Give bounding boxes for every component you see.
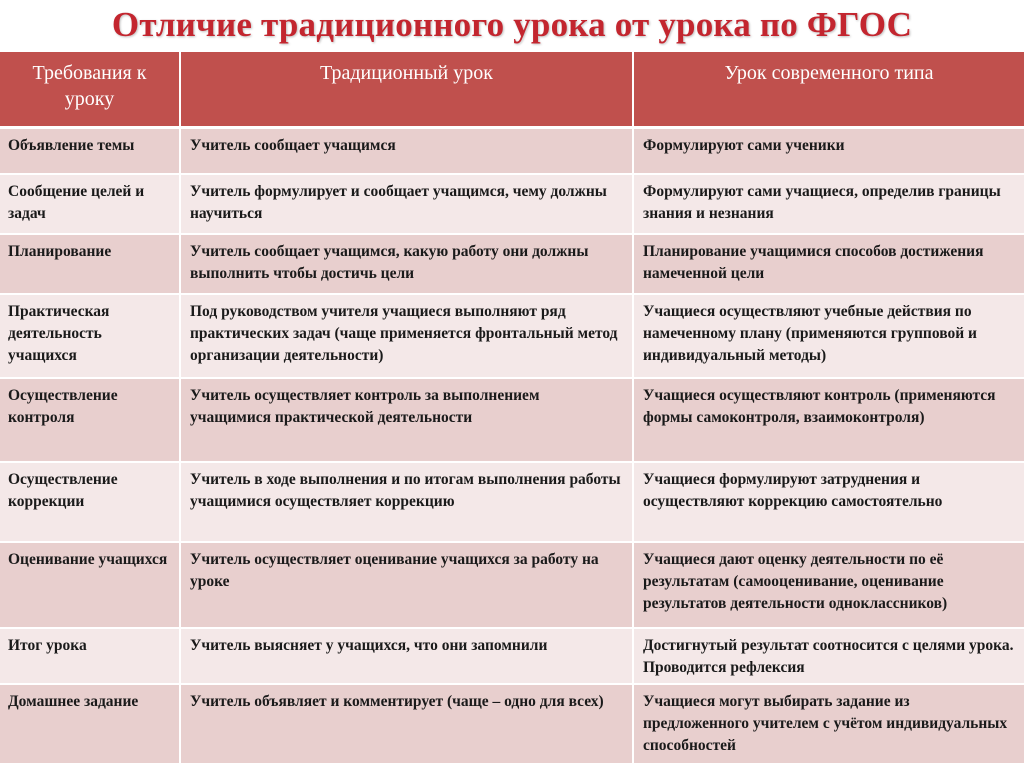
table-header-row xyxy=(0,52,1024,128)
traditional-cell: Учитель сообщает учащимся xyxy=(180,128,633,174)
traditional-cell: Учитель объявляет и комментирует (чаще – одно для всех) xyxy=(180,684,633,764)
table-row xyxy=(0,174,1024,234)
traditional-cell: Под руководством учителя учащиеся выполняют ряд практических задач (чаще применяется фронтальный метод организации деятельности) xyxy=(180,294,633,378)
modern-cell: Планирование учащимися способов достижения намеченной цели xyxy=(633,234,1024,294)
modern-cell: Формулируют сами учащиеся, определив границы знания и незнания xyxy=(633,174,1024,234)
modern-cell: Достигнутый результат соотносится с целями урока. Проводится рефлексия xyxy=(633,628,1024,684)
modern-cell: Учащиеся осуществляют учебные действия по намеченному плану (применяются групповой и индивидуальный методы) xyxy=(633,294,1024,378)
table-row xyxy=(0,234,1024,294)
requirement-cell: Оценивание учащихся xyxy=(0,542,180,628)
requirement-cell: Объявление темы xyxy=(0,128,180,174)
requirement-cell: Практическая деятельность учащихся xyxy=(0,294,180,378)
modern-cell: Учащиеся могут выбирать задание из предложенного учителем с учётом индивидуальных способностей xyxy=(633,684,1024,764)
table-row xyxy=(0,128,1024,174)
modern-cell: Учащиеся дают оценку деятельности по её результатам (самооценивание, оценивание результатов деятельности одноклассников) xyxy=(633,542,1024,628)
traditional-cell: Учитель в ходе выполнения и по итогам выполнения работы учащимися осуществляет коррекцию xyxy=(180,462,633,542)
traditional-cell: Учитель выясняет у учащихся, что они запомнили xyxy=(180,628,633,684)
requirement-cell: Итог урока xyxy=(0,628,180,684)
traditional-cell: Учитель осуществляет оценивание учащихся за работу на уроке xyxy=(180,542,633,628)
traditional-cell: Учитель сообщает учащимся, какую работу они должны выполнить чтобы достичь цели xyxy=(180,234,633,294)
table-row xyxy=(0,378,1024,462)
table-row xyxy=(0,684,1024,764)
requirement-cell: Сообщение целей и задач xyxy=(0,174,180,234)
page-title: Отличие традиционного урока от урока по ФГОС xyxy=(111,5,913,44)
requirement-cell: Планирование xyxy=(0,234,180,294)
table-row xyxy=(0,542,1024,628)
requirement-cell: Осуществление контроля xyxy=(0,378,180,462)
table-row xyxy=(0,294,1024,378)
traditional-cell: Учитель формулирует и сообщает учащимся, чему должны научиться xyxy=(180,174,633,234)
modern-cell: Учащиеся осуществляют контроль (применяются формы самоконтроля, взаимоконтроля) xyxy=(633,378,1024,462)
table-row xyxy=(0,462,1024,542)
comparison-table xyxy=(0,52,1024,765)
requirement-cell: Осуществление коррекции xyxy=(0,462,180,542)
modern-cell: Формулируют сами ученики xyxy=(633,128,1024,174)
traditional-cell: Учитель осуществляет контроль за выполнением учащимися практической деятельности xyxy=(180,378,633,462)
table-row xyxy=(0,628,1024,684)
header-modern: Урок современного типа xyxy=(633,52,1024,128)
header-requirements: Требования к уроку xyxy=(0,52,180,128)
requirement-cell: Домашнее задание xyxy=(0,684,180,764)
header-traditional: Традиционный урок xyxy=(180,52,633,128)
modern-cell: Учащиеся формулируют затруднения и осуществляют коррекцию самостоятельно xyxy=(633,462,1024,542)
